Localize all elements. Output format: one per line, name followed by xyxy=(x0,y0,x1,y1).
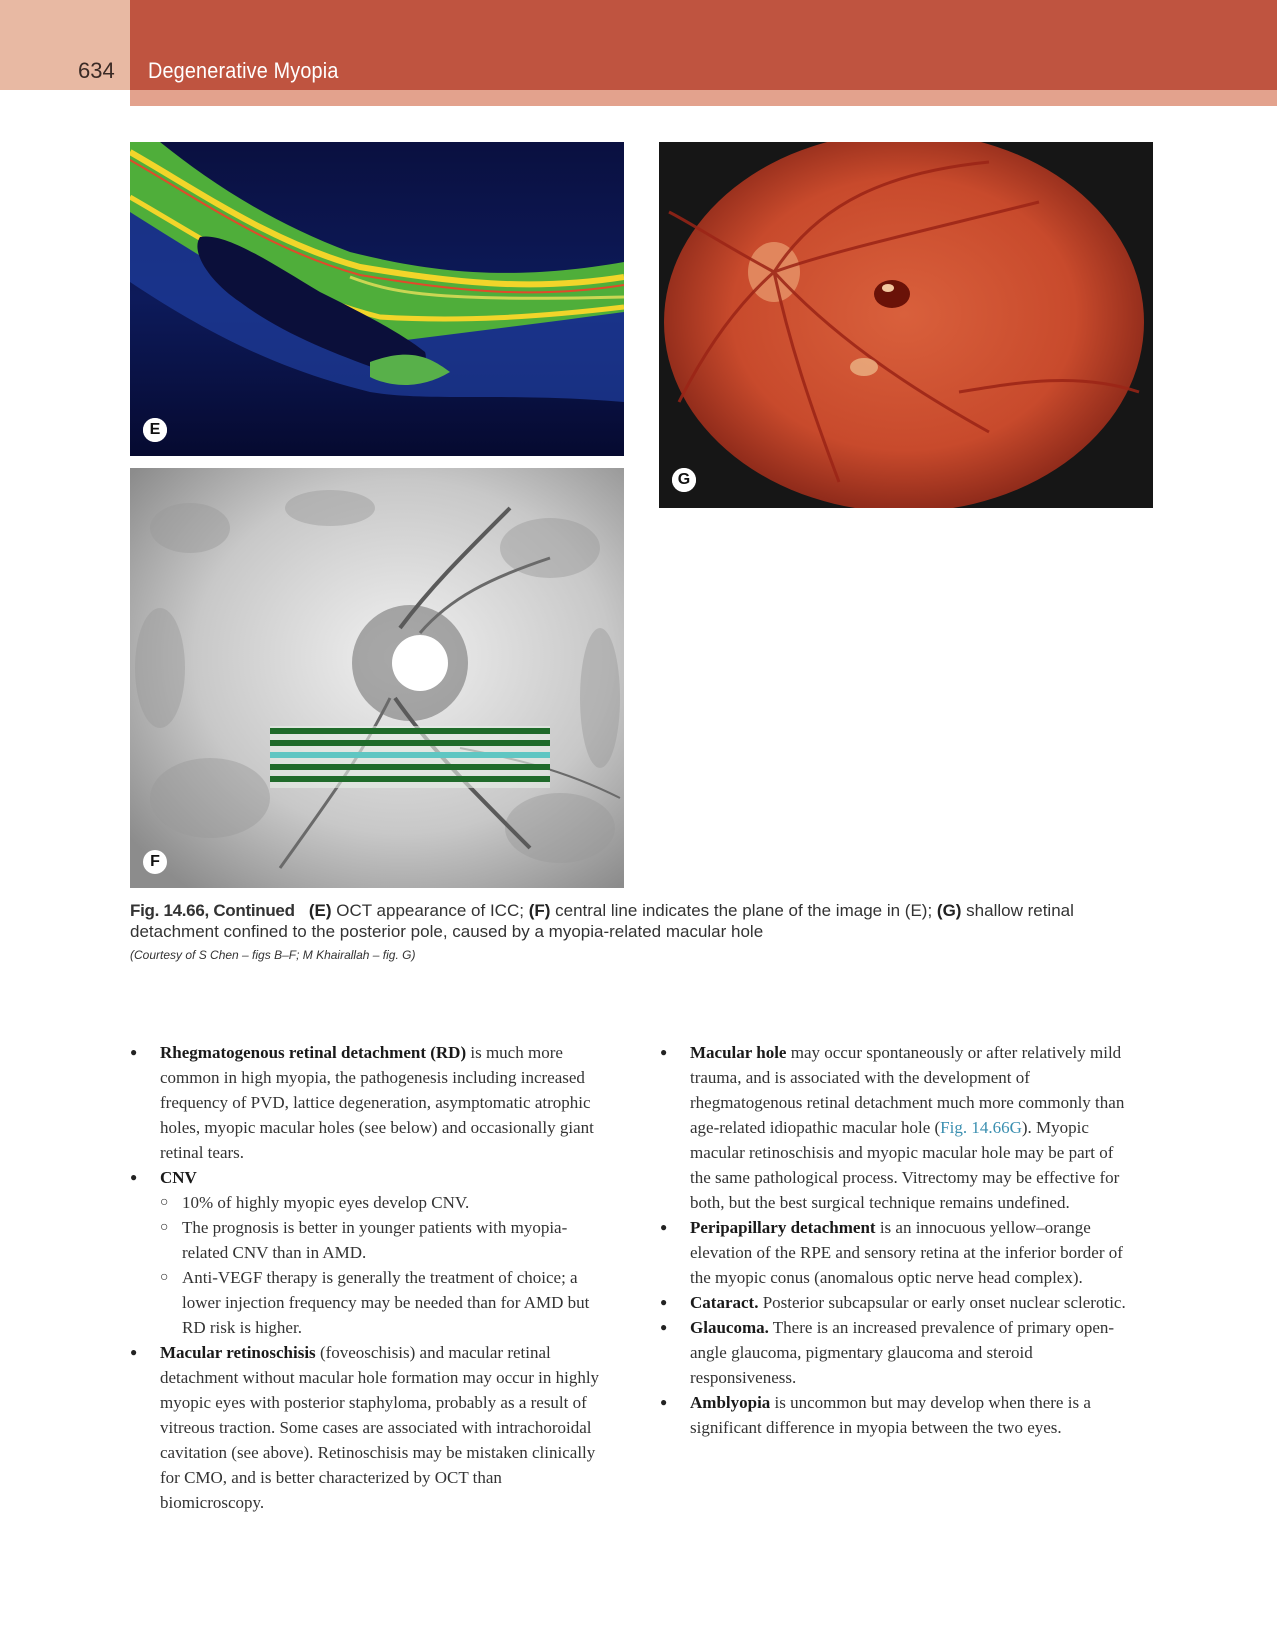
text-amblyopia: is uncommon but may develop when there is a significant difference in myopia between the two eyes. xyxy=(690,1393,1091,1437)
caption-text-g: shallow retinal detachment confined to the posterior pole, caused by a myopia-related macular hole xyxy=(130,901,1074,941)
term-cnv: CNV xyxy=(160,1168,197,1187)
term-glaucoma: Glaucoma. xyxy=(690,1318,769,1337)
sub-item-cnv-3: ○ Anti-VEGF therapy is generally the treatment of choice; a lower injection frequency may be needed than for AMD but RD risk is higher. xyxy=(130,1265,600,1340)
text-macular-hole-2: ). Myopic macular retinoschisis and myopic macular hole may be part of the same pathological process. Vitrectomy may be effective for both, but the best surgical technique remains undefined. xyxy=(690,1118,1120,1212)
text-glaucoma: There is an increased prevalence of primary open-angle glaucoma, pigmentary glaucoma and steroid responsiveness. xyxy=(690,1318,1115,1387)
caption-text-f: central line indicates the plane of the image in (E); xyxy=(550,901,937,920)
caption-tag-f: (F) xyxy=(528,901,551,920)
caption-text-e: OCT appearance of ICC; xyxy=(331,901,529,920)
list-item-peripapillary-detachment xyxy=(660,1215,1130,1290)
caption-figure-label: Fig. 14.66, Continued xyxy=(130,901,295,920)
term-macular-hole: Macular hole xyxy=(690,1043,787,1062)
text-cataract: Posterior subcapsular or early onset nuclear sclerotic. xyxy=(758,1293,1126,1312)
figure-cross-reference-link[interactable]: Fig. 14.66G xyxy=(940,1118,1022,1137)
list-item-glaucoma xyxy=(660,1315,1130,1390)
caption-courtesy: (Courtesy of S Chen – figs B–F; M Khairallah – fig. G) xyxy=(130,948,416,962)
body-column-right xyxy=(660,1040,1130,1440)
figure-g-fundus-photo xyxy=(659,142,1153,508)
panel-label-e: E xyxy=(143,418,167,442)
term-macular-retinoschisis: Macular retinoschisis xyxy=(160,1343,316,1362)
list-item-cnv xyxy=(130,1165,600,1190)
body-column-left xyxy=(130,1040,600,1515)
figure-caption xyxy=(130,900,1130,942)
term-rd: Rhegmatogenous retinal detachment (RD) xyxy=(160,1043,467,1062)
list-item-macular-retinoschisis xyxy=(130,1340,600,1515)
term-cataract: Cataract. xyxy=(690,1293,759,1312)
header-underline xyxy=(130,90,1277,106)
panel-label-f: F xyxy=(143,850,167,874)
term-amblyopia: Amblyopia xyxy=(690,1393,771,1412)
text-macular-hole-1: may occur spontaneously or after relatively mild trauma, and is associated with the development of rhegmatogenous retinal detachment much more commonly than age-related idiopathic macular hole ( xyxy=(690,1043,1125,1137)
sub-item-cnv-1: ○ 10% of highly myopic eyes develop CNV. xyxy=(130,1190,600,1215)
running-title: Degenerative Myopia xyxy=(148,58,339,83)
text-peripapillary-detachment: is an innocuous yellow–orange elevation of the RPE and sensory retina at the inferior border of the myopic conus (anomalous optic nerve head complex). xyxy=(690,1218,1123,1287)
caption-tag-g: (G) xyxy=(936,901,962,920)
page-number: 634 xyxy=(78,58,115,83)
figure-e-oct-image xyxy=(130,142,624,456)
term-peripapillary-detachment: Peripapillary detachment xyxy=(690,1218,876,1237)
panel-label-g: G xyxy=(672,468,696,492)
figure-f-fundus-scan-image xyxy=(130,468,624,888)
list-item-macular-hole xyxy=(660,1040,1130,1215)
list-item-cataract xyxy=(660,1290,1130,1315)
sub-item-cnv-2: ○ The prognosis is better in younger patients with myopia-related CNV than in AMD. xyxy=(130,1215,600,1265)
list-item-amblyopia xyxy=(660,1390,1130,1440)
caption-tag-e: (E) xyxy=(308,901,332,920)
text-macular-retinoschisis: (foveoschisis) and macular retinal detachment without macular hole formation may occur in highly myopic eyes with posterior staphyloma, probably as a result of vitreous traction. Some cases are associated with intrachoroidal cavitation (see above). Retinoschisis may be mistaken clinically for CMO, and is better characterized by OCT than biomicroscopy. xyxy=(160,1343,600,1512)
text-rd: is much more common in high myopia, the pathogenesis including increased frequency of PVD, lattice degeneration, asymptomatic atrophic holes, myopic macular holes (see below) and occasionally giant retinal tears. xyxy=(160,1043,594,1162)
list-item-rd xyxy=(130,1040,600,1165)
